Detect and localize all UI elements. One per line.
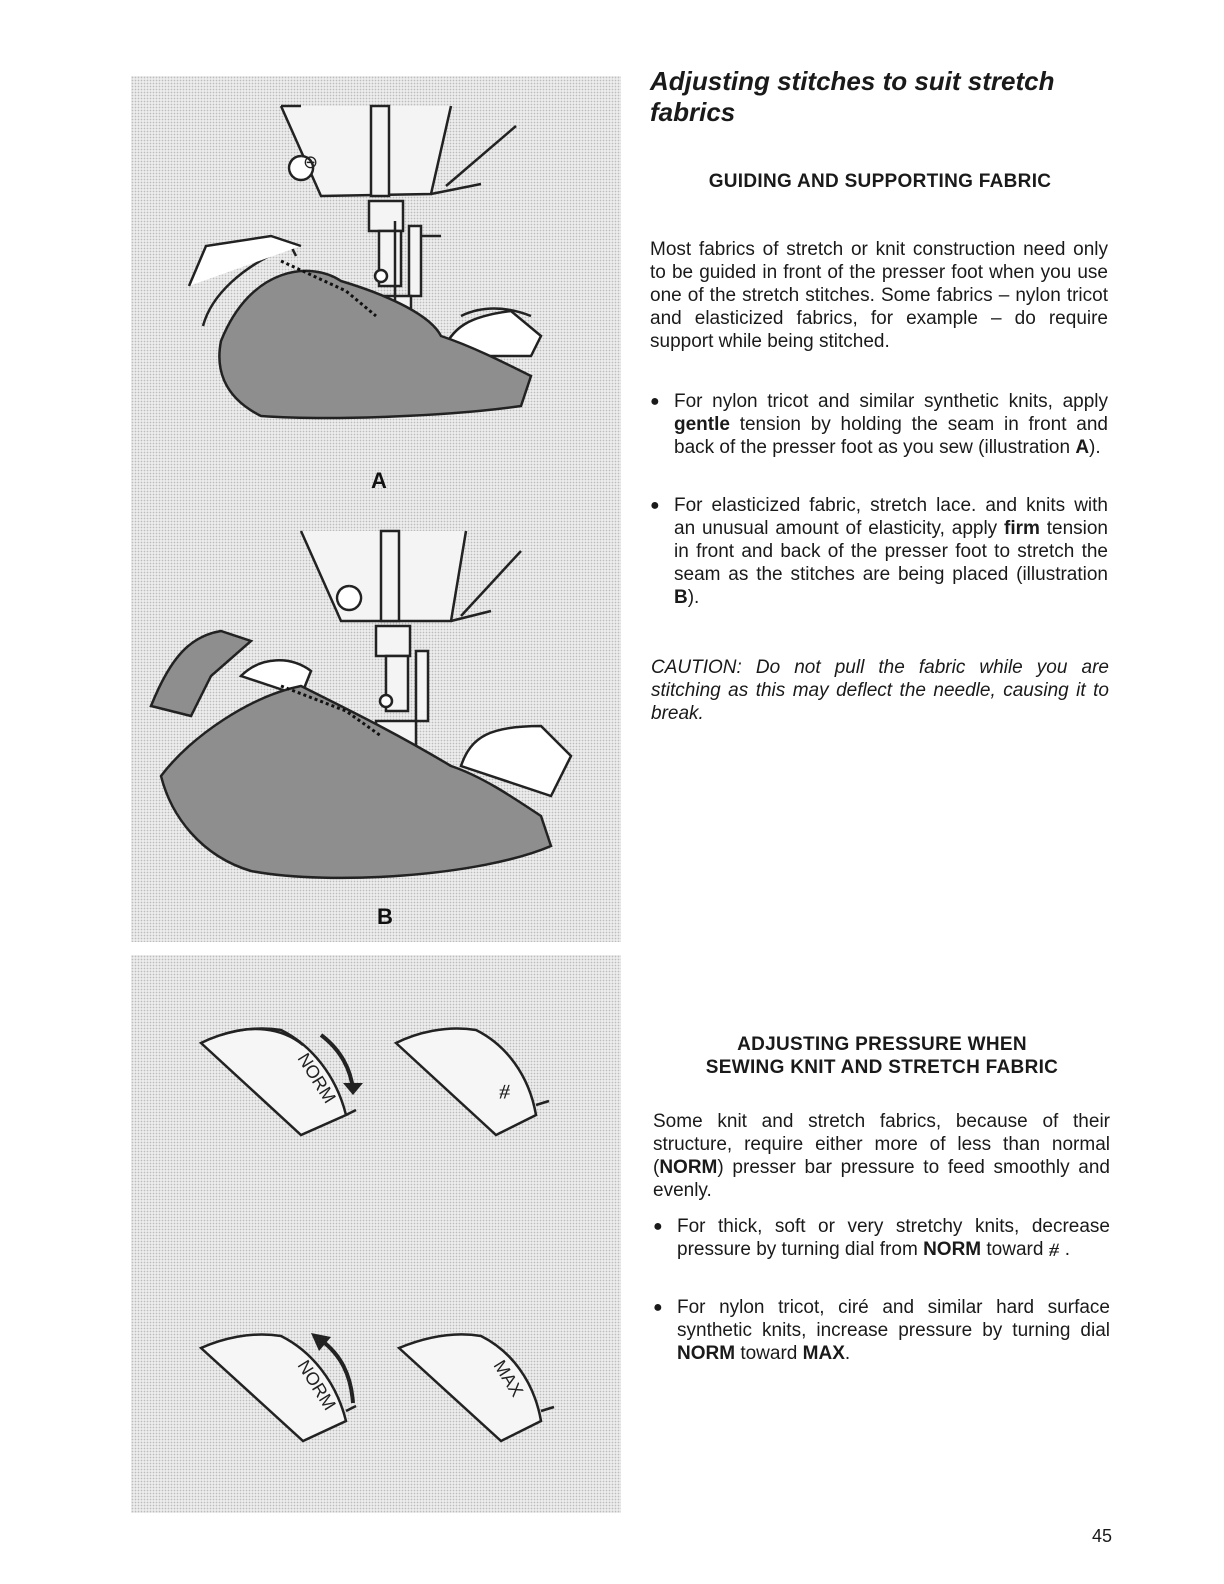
illustration-a-label: A (371, 468, 387, 493)
sewing-illustrations (131, 76, 621, 942)
fabric-b (161, 686, 551, 878)
section2-heading (650, 1033, 1114, 1079)
machine-dial-icon: ⊖ (303, 152, 319, 172)
dial-label-norm-top: NORM (293, 1049, 340, 1107)
section1-bullet-2: ● For elasticized fabric, stretch lace. and knits with an unusual amount of elasticity, apply firm tension in front and back of the presser foot to stretch the seam as the stitches are being placed (illustration B). (650, 495, 1108, 608)
arrow-head-decrease-icon (343, 1083, 363, 1095)
section2-bullet-2: ● For nylon tricot, ciré and similar hard surface synthetic knits, increase pressure by turning dial NORM toward MAX. (653, 1297, 1110, 1364)
bullet-dot-icon: ● (650, 497, 660, 514)
section1-bullet-1: ● For nylon tricot and similar synthetic knits, apply gentle tension by holding the seam in front and back of the presser foot as you sew (illustration A). (650, 391, 1108, 458)
bullet-dot-icon: ● (650, 393, 660, 410)
page-title: Adjusting stitches to suit stretch fabrics (650, 66, 1055, 127)
illustration-panel-dials (131, 955, 621, 1513)
pressure-dial-illustrations (131, 955, 621, 1513)
page-number: 45 (1092, 1526, 1113, 1546)
section2-bullet-1: ● For thick, soft or very stretchy knits, decrease pressure by turning dial from NORM toward ⧣ . (653, 1216, 1110, 1260)
section2-intro: Some knit and stretch fabrics, because of their structure, require either more of less than normal (NORM) presser bar pressure to feed smoothly and evenly. (653, 1111, 1110, 1201)
illustration-panel-fabric (131, 76, 621, 942)
dial-symbol-low: ⧣ (499, 1080, 511, 1102)
caution-note: CAUTION: Do not pull the fabric while you are stitching as this may deflect the needle, causing it to break. (651, 657, 1109, 724)
dial-label-norm-bottom: NORM (293, 1356, 340, 1414)
bullet-dot-icon: ● (653, 1218, 663, 1235)
section2-heading-line2: SEWING KNIT AND STRETCH FABRIC (705, 1057, 1059, 1078)
illustration-b-label: B (377, 904, 393, 929)
section1-heading: GUIDING AND SUPPORTING FABRIC (708, 171, 1052, 192)
bullet-dot-icon: ● (653, 1299, 663, 1316)
dial-label-max: MAX (489, 1356, 528, 1401)
section1-intro: Most fabrics of stretch or knit construction need only to be guided in front of the presser foot when you use one of the stretch stitches. Some fabrics – nylon tricot and elasticized fabrics, for example – do require support while being stitched. (650, 239, 1108, 352)
dial-decrease-result (396, 1028, 549, 1135)
section2-heading-line1: ADJUSTING PRESSURE WHEN (737, 1034, 1027, 1055)
dial-max-result (399, 1334, 554, 1441)
